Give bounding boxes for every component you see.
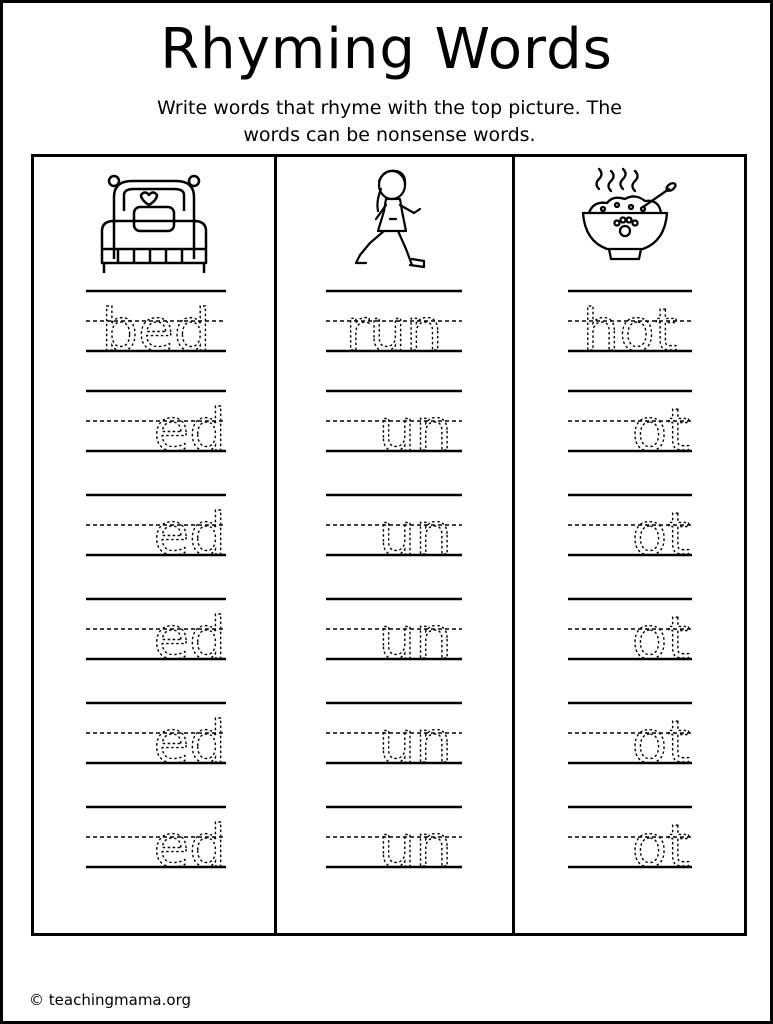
traced-ending: un [378,500,452,568]
traced-word: bed [101,296,211,364]
instructions [113,95,666,149]
trace-row[interactable] [326,489,462,568]
picture-hot [512,167,744,277]
trace-row[interactable] [568,489,692,568]
traced-ending: ed [153,396,226,464]
traced-ending: ot [631,812,690,880]
column-bed [34,157,277,933]
traced-ending: ot [631,396,690,464]
picture-bed [34,167,274,277]
traced-word: run [345,296,443,364]
traced-ending: ed [153,708,226,776]
model-word-row [86,285,226,364]
trace-row[interactable] [568,801,692,880]
hot-bowl-icon [573,167,683,277]
traced-ending: ed [153,500,226,568]
traced-ending: ed [153,604,226,672]
traced-ending: ot [631,604,690,672]
trace-row[interactable] [86,489,226,568]
trace-row[interactable] [326,593,462,672]
model-word-bed [86,285,226,364]
column-run [274,157,515,933]
traced-ending: ot [631,500,690,568]
trace-row[interactable] [568,593,692,672]
column-hot [512,157,744,933]
trace-row[interactable] [326,697,462,776]
bed-icon [94,167,214,277]
running-girl-icon [348,167,438,277]
traced-ending: un [378,396,452,464]
model-word-hot [568,285,692,364]
traced-ending: un [378,708,452,776]
trace-row[interactable] [568,385,692,464]
model-word-run [326,285,462,364]
traced-ending: ot [631,708,690,776]
page-title: Rhyming Words [160,17,613,82]
traced-ending: un [378,812,452,880]
model-word-row [568,285,692,364]
trace-row[interactable] [86,801,226,880]
traced-word: hot [582,296,678,364]
trace-row[interactable] [568,697,692,776]
trace-row[interactable] [326,385,462,464]
trace-row[interactable] [326,801,462,880]
trace-row[interactable] [86,593,226,672]
copyright-footer: © teachingmama.org [29,991,191,1009]
picture-run [274,167,512,277]
traced-ending: ed [153,812,226,880]
trace-row[interactable] [86,385,226,464]
rhyme-grid [31,154,747,936]
model-word-row [326,285,462,364]
instructions-line-2: words can be nonsense words. [243,124,536,146]
traced-ending: un [378,604,452,672]
instructions-line-1: Write words that rhyme with the top picture. The [157,97,622,119]
trace-row[interactable] [86,697,226,776]
